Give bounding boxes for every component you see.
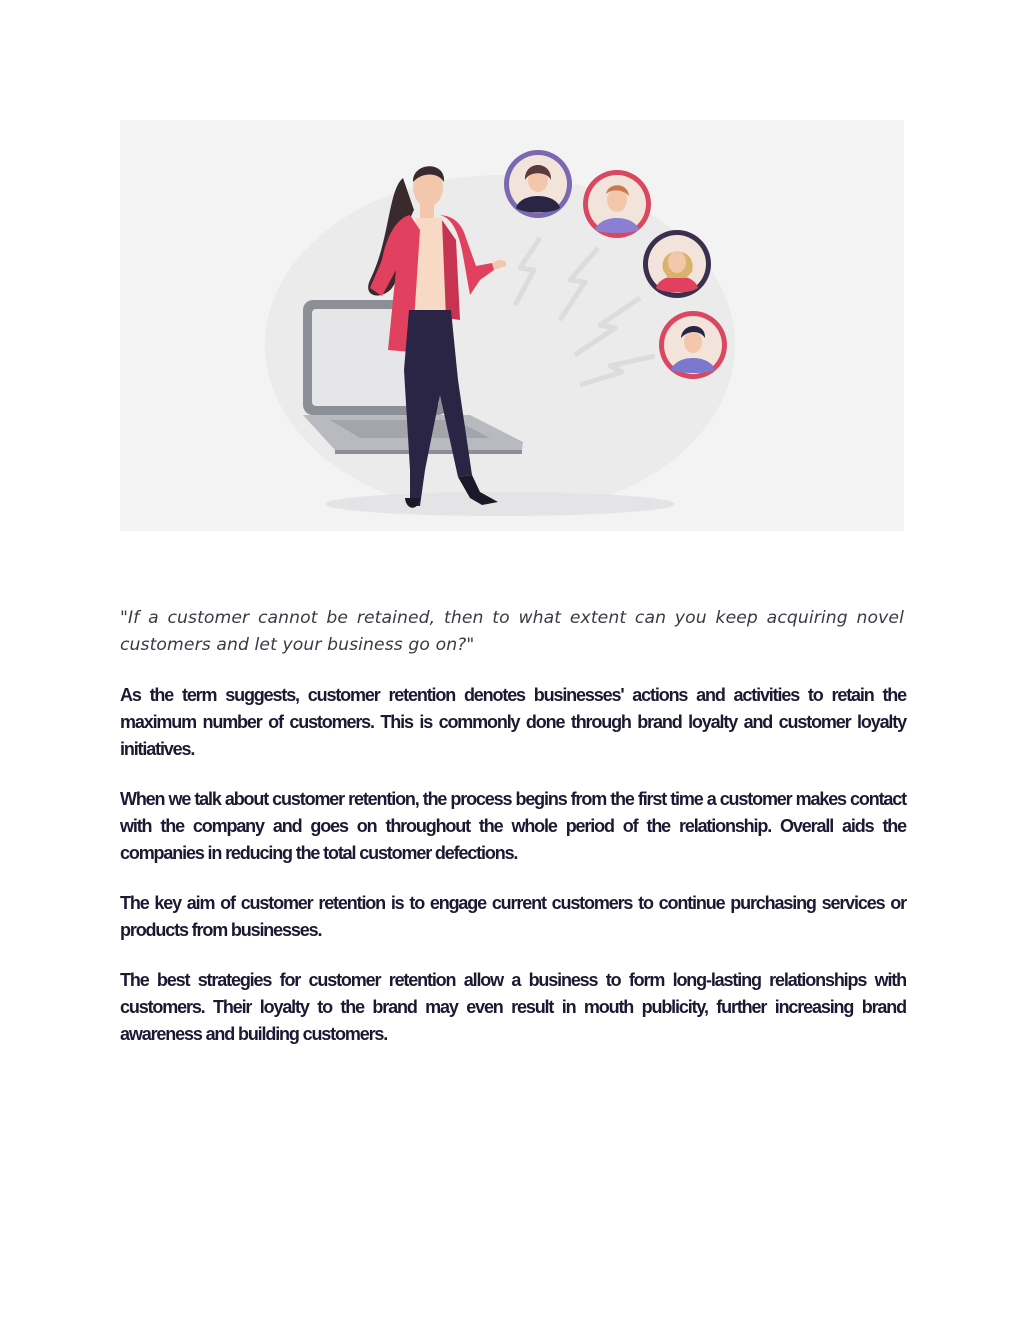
customer-avatar-1	[504, 150, 572, 218]
customer-avatar-4	[659, 311, 727, 379]
paragraph-3: The key aim of customer retention is to engage current customers to continue purchasing services or products from businesses.	[120, 893, 906, 940]
paragraph-4: The best strategies for customer retention allow a business to form long-lasting relationships with customers. Their loyalty to the brand may even result in mouth publicity, further increasing brand awareness and building customers.	[120, 970, 906, 1044]
customer-avatar-2	[583, 170, 651, 238]
pull-quote: "If a customer cannot be retained, then to what extent can you keep acquiring novel customers and let your business go on?"	[120, 608, 904, 655]
floor-shadow	[325, 492, 675, 516]
customer-avatar-3	[643, 230, 711, 298]
paragraph-1: As the term suggests, customer retention denotes businesses' actions and activities to retain the maximum number of customers. This is commonly done through brand loyalty and customer loyalty initiatives.	[120, 685, 906, 759]
paragraph-2: When we talk about customer retention, the process begins from the first time a customer makes contact with the company and goes on throughout the whole period of the relationship. Overall aids the companies in reducing the total customer defections.	[120, 789, 906, 863]
customer-retention-illustration	[120, 120, 904, 531]
